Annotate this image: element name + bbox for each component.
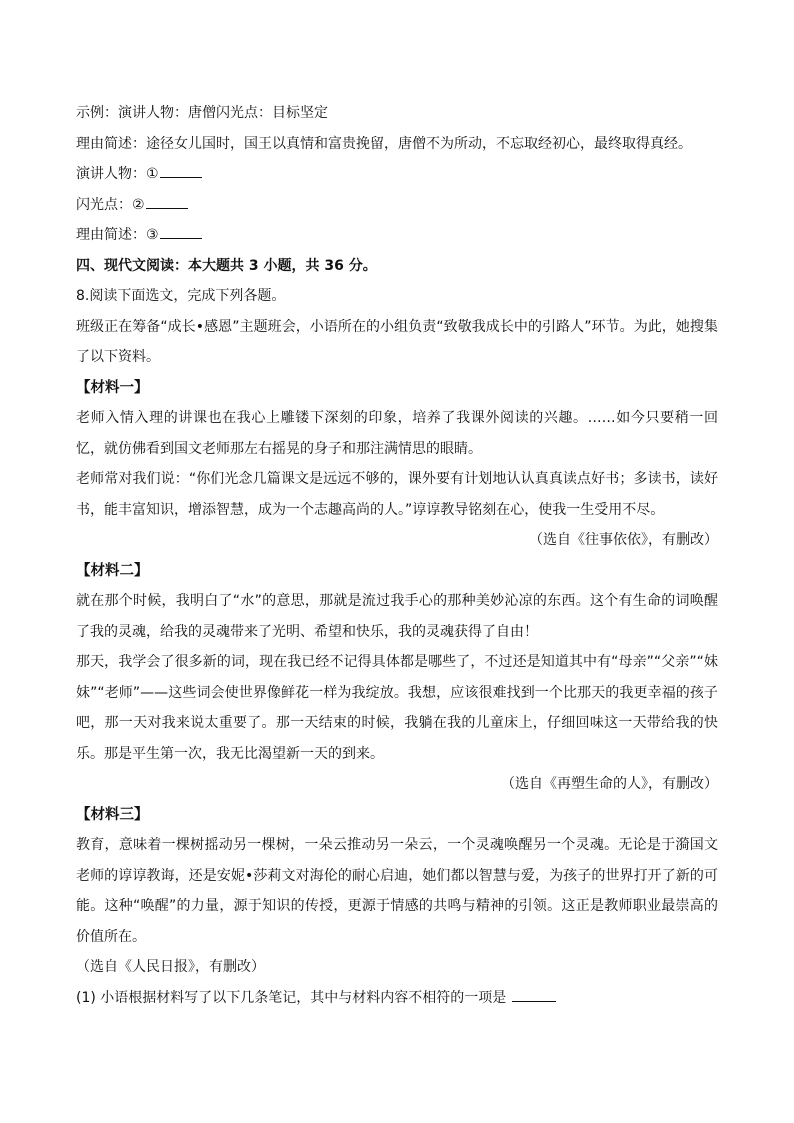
material-1-source: （选自《往事依依》，有删改） (529, 532, 718, 548)
material-2-paragraph-2: 那天，我学会了很多新的词，现在我已经不记得具体都是哪些了，不过还是知道其中有“母亲”“父亲”“妹妹”“老师”——这些词会使世界像鲜花一样为我绽放。我想，应该很难找到一个比那天的我更幸福的孩子吧，那一天对我来说太重要了。那一天结束的时候，我躺在我的儿童床上，仔细回味这一天带给我的快乐。那是平生第一次，我无比渴望新一天的到来。 (76, 654, 718, 762)
fill-speaker (76, 159, 718, 190)
fill-reason-label: 理由简述：③ (76, 227, 159, 243)
material-2-paragraph-1: 就在那个时候，我明白了“水”的意思，那就是流过我手心的那种美妙沁凉的东西。这个有生命的词唤醒了我的灵魂，给我的灵魂带来了光明、希望和快乐，我的灵魂获得了自由！ (76, 593, 718, 640)
question-8: 8.阅读下面选文，完成下列各题。 (76, 288, 286, 304)
reason-example-line: 理由简述：途径女儿国时，国王以真情和富贵挽留，唐僧不为所动，不忘取经初心，最终取得真经。 (76, 135, 692, 152)
document-body (76, 98, 718, 1013)
material-2-title: 【材料二】 (76, 562, 149, 579)
example-line: 示例：演讲人物：唐僧闪光点：目标坚定 (76, 105, 328, 121)
answer-blank-3[interactable] (160, 224, 202, 239)
fill-reason (76, 220, 718, 251)
material-1-paragraph-1: 老师入情入理的讲课也在我心上雕镂下深刻的印象，培养了我课外阅读的兴趣。……如今只要稍一回忆，就仿佛看到国文老师那左右摇晃的身子和那注满情思的眼睛。 (76, 410, 718, 457)
material-1-title: 【材料一】 (76, 379, 149, 396)
material-2-source: （选自《再塑生命的人》，有删改） (501, 776, 718, 792)
material-1-paragraph-2: 老师常对我们说：“你们光念几篇课文是远远不够的，课外要有计划地认认真真读点好书；多读书，读好书，能丰富知识，增添智慧，成为一个志趣高尚的人。”谆谆教导铭刻在心，使我一生受用不尽。 (76, 471, 718, 518)
question-1 (76, 983, 718, 1014)
answer-blank-1[interactable] (160, 163, 202, 178)
section-header: 四、现代文阅读：本大题共 3 小题，共 36 分。 (76, 257, 377, 274)
fill-speaker-label: 演讲人物：① (76, 166, 159, 182)
question-1-text: (1) 小语根据材料写了以下几条笔记，其中与材料内容不相符的一项是 (76, 989, 507, 1006)
answer-blank-q1[interactable] (512, 987, 556, 1002)
fill-highlight (76, 190, 718, 221)
answer-blank-2[interactable] (146, 194, 188, 209)
material-3-source: （选自《人民日报》，有删改） (76, 959, 265, 975)
material-3-paragraph-1: 教育，意味着一棵树摇动另一棵树，一朵云推动另一朵云，一个灵魂唤醒另一个灵魂。无论是于漪国文老师的谆谆教诲，还是安妮•莎莉文对海伦的耐心启迪，她们都以智慧与爱，为孩子的世界打开了新的可能。这种“唤醒”的力量，源于知识的传授，更源于情感的共鸣与精神的引领。这正是教师职业最崇高的价值所在。 (76, 837, 718, 945)
fill-highlight-label: 闪光点：② (76, 196, 145, 213)
material-3-title: 【材料三】 (76, 806, 149, 823)
intro-paragraph: 班级正在筹备“成长•感恩”主题班会，小语所在的小组负责“致敬我成长中的引路人”环节。为此，她搜集了以下资料。 (76, 318, 718, 365)
